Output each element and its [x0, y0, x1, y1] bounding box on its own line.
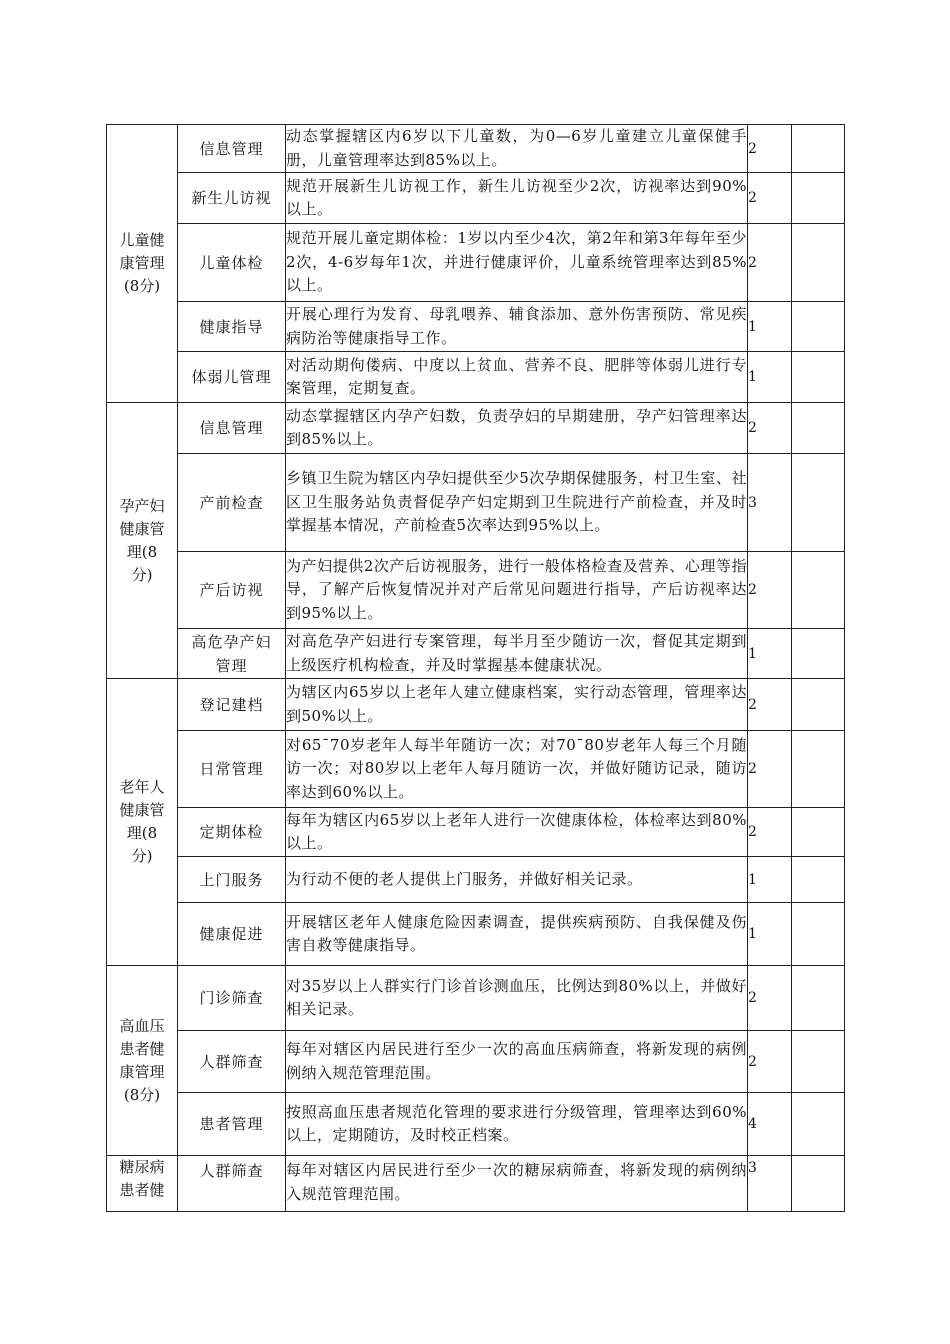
category-label: 康管理: [119, 254, 165, 272]
score-cell: 2: [748, 552, 792, 629]
category-label: 糖尿病: [119, 1158, 165, 1176]
desc-cell: 开展辖区老年人健康危险因素调查，提供疾病预防、自我保健及伤害自救等健康指导。: [286, 903, 748, 966]
category-label: 老年人: [119, 778, 165, 796]
table-row: [107, 224, 845, 302]
score-cell: 3: [748, 454, 792, 552]
score-cell: 2: [748, 731, 792, 808]
category-label: 健康管: [119, 801, 165, 819]
remark-cell: [792, 1093, 845, 1156]
category-label: 高血压: [119, 1016, 165, 1035]
score-cell: 1: [748, 629, 792, 679]
category-label: 患者健: [119, 1181, 165, 1199]
score-cell: 3: [748, 1156, 792, 1212]
table-row: [107, 679, 845, 731]
category-label: 康管理: [119, 1062, 165, 1081]
score-cell: 1: [748, 903, 792, 966]
desc-cell: 开展心理行为发育、母乳喂养、辅食添加、意外伤害预防、常见疾病防治等健康指导工作。: [286, 302, 748, 352]
score-cell: 2: [748, 1031, 792, 1093]
table-row: [107, 808, 845, 857]
remark-cell: [792, 125, 845, 173]
category-label: 孕产妇: [119, 496, 165, 515]
score-cell: 2: [748, 679, 792, 731]
item-cell: 上门服务: [178, 857, 286, 903]
category-label: (8分): [123, 277, 161, 295]
desc-cell: 动态掌握辖区内孕产妇数，负责孕妇的早期建册，孕产妇管理率达到85%以上。: [286, 403, 748, 454]
remark-cell: [792, 966, 845, 1031]
table-row: [107, 552, 845, 629]
desc-cell: 规范开展儿童定期体检：1岁以内至少4次，第2年和第3年每年至少2次，4-6岁每年1次，并进行健康评价，儿童系统管理率达到85%以上。: [286, 224, 748, 302]
item-cell: 产后访视: [178, 552, 286, 629]
item-cell: 健康指导: [178, 302, 286, 352]
score-cell: 2: [748, 224, 792, 302]
remark-cell: [792, 352, 845, 403]
table-row: [107, 966, 845, 1031]
remark-cell: [792, 302, 845, 352]
score-cell: 2: [748, 403, 792, 454]
category-label: 患者健: [119, 1039, 165, 1058]
item-cell: 信息管理: [178, 125, 286, 173]
category-label: 理(8: [126, 824, 158, 842]
item-cell: 人群筛查: [178, 1031, 286, 1093]
score-cell: 2: [748, 808, 792, 857]
item-cell: 儿童体检: [178, 224, 286, 302]
item-cell: 患者管理: [178, 1093, 286, 1156]
item-cell: 体弱儿管理: [178, 352, 286, 403]
table-row: [107, 403, 845, 454]
item-cell: 登记建档: [178, 679, 286, 731]
table-row: [107, 1093, 845, 1156]
remark-cell: [792, 1156, 845, 1212]
item-label: 高危孕产妇: [191, 632, 272, 651]
item-cell: 产前检查: [178, 454, 286, 552]
table-row: [107, 903, 845, 966]
category-label: 儿童健: [119, 231, 165, 249]
remark-cell: [792, 808, 845, 857]
table-row: [107, 1156, 845, 1212]
desc-cell: 对高危孕产妇进行专案管理，每半月至少随访一次，督促其定期到上级医疗机构检查，并及时掌握基本健康状况。: [286, 629, 748, 679]
remark-cell: [792, 454, 845, 552]
table-row: [107, 731, 845, 808]
remark-cell: [792, 224, 845, 302]
table-row: [107, 173, 845, 224]
remark-cell: [792, 679, 845, 731]
table-row: [107, 1031, 845, 1093]
desc-cell: 每年对辖区内居民进行至少一次的糖尿病筛查，将新发现的病例纳入规范管理范围。: [286, 1156, 748, 1212]
remark-cell: [792, 552, 845, 629]
desc-cell: 每年对辖区内居民进行至少一次的高血压病筛查，将新发现的病例例纳入规范管理范围。: [286, 1031, 748, 1093]
category-cell: [107, 125, 178, 403]
category-cell: [107, 679, 178, 966]
score-cell: 1: [748, 352, 792, 403]
table-row: [107, 302, 845, 352]
desc-cell: 为产妇提供2次产后访视服务，进行一般体格检查及营养、心理等指导，了解产后恢复情况并对产后常见问题进行指导，产后访视率达到95%以上。: [286, 552, 748, 629]
remark-cell: [792, 1031, 845, 1093]
score-cell: 2: [748, 173, 792, 224]
category-label: 理(8: [126, 542, 158, 561]
category-label: 健康管: [119, 519, 165, 538]
remark-cell: [792, 629, 845, 679]
desc-cell: 规范开展新生儿访视工作，新生儿访视至少2次，访视率达到90%以上。: [286, 173, 748, 224]
category-cell: [107, 403, 178, 679]
assessment-table: [106, 124, 845, 1212]
score-cell: 1: [748, 857, 792, 903]
table-row: [107, 629, 845, 679]
desc-cell: 为辖区内65岁以上老年人建立健康档案，实行动态管理，管理率达到50%以上。: [286, 679, 748, 731]
remark-cell: [792, 731, 845, 808]
score-cell: 2: [748, 966, 792, 1031]
item-cell: 健康促进: [178, 903, 286, 966]
table-row: [107, 352, 845, 403]
category-label: (8分): [123, 1085, 161, 1104]
desc-cell: 动态掌握辖区内6岁以下儿童数，为0—6岁儿童建立儿童保健手册，儿童管理率达到85%以上。: [286, 125, 748, 173]
remark-cell: [792, 903, 845, 966]
remark-cell: [792, 173, 845, 224]
desc-cell: 对35岁以上人群实行门诊首诊测血压，比例达到80%以上，并做好相关记录。: [286, 966, 748, 1031]
category-label: 分): [131, 565, 153, 584]
desc-cell: 为行动不便的老人提供上门服务，并做好相关记录。: [286, 857, 748, 903]
category-cell: [107, 966, 178, 1156]
remark-cell: [792, 403, 845, 454]
category-cell: [107, 1156, 178, 1212]
item-label: 管理: [215, 656, 248, 675]
item-cell: [178, 629, 286, 679]
table-row: [107, 125, 845, 173]
score-cell: 2: [748, 125, 792, 173]
item-cell: 信息管理: [178, 403, 286, 454]
desc-cell: 乡镇卫生院为辖区内孕妇提供至少5次孕期保健服务，村卫生室、社区卫生服务站负责督促孕产妇定期到卫生院进行产前检查，并及时掌握基本情况，产前检查5次率达到95%以上。: [286, 454, 748, 552]
item-cell: 定期体检: [178, 808, 286, 857]
desc-cell: 每年为辖区内65岁以上老年人进行一次健康体检，体检率达到80%以上。: [286, 808, 748, 857]
desc-cell: 按照高血压患者规范化管理的要求进行分级管理，管理率达到60%以上，定期随访，及时校正档案。: [286, 1093, 748, 1156]
category-label: 分): [131, 847, 153, 865]
item-cell: 门诊筛查: [178, 966, 286, 1031]
score-cell: 1: [748, 302, 792, 352]
score-cell: 4: [748, 1093, 792, 1156]
item-cell: 日常管理: [178, 731, 286, 808]
item-cell: 新生儿访视: [178, 173, 286, 224]
desc-cell: 对65¯70岁老年人每半年随访一次；对70¯80岁老年人每三个月随访一次；对80岁以上老年人每月随访一次，并做好随访记录，随访率达到60%以上。: [286, 731, 748, 808]
table-row: [107, 454, 845, 552]
item-cell: 人群筛查: [178, 1156, 286, 1212]
desc-cell: 对活动期佝偻病、中度以上贫血、营养不良、肥胖等体弱儿进行专案管理，定期复查。: [286, 352, 748, 403]
table-row: [107, 857, 845, 903]
remark-cell: [792, 857, 845, 903]
